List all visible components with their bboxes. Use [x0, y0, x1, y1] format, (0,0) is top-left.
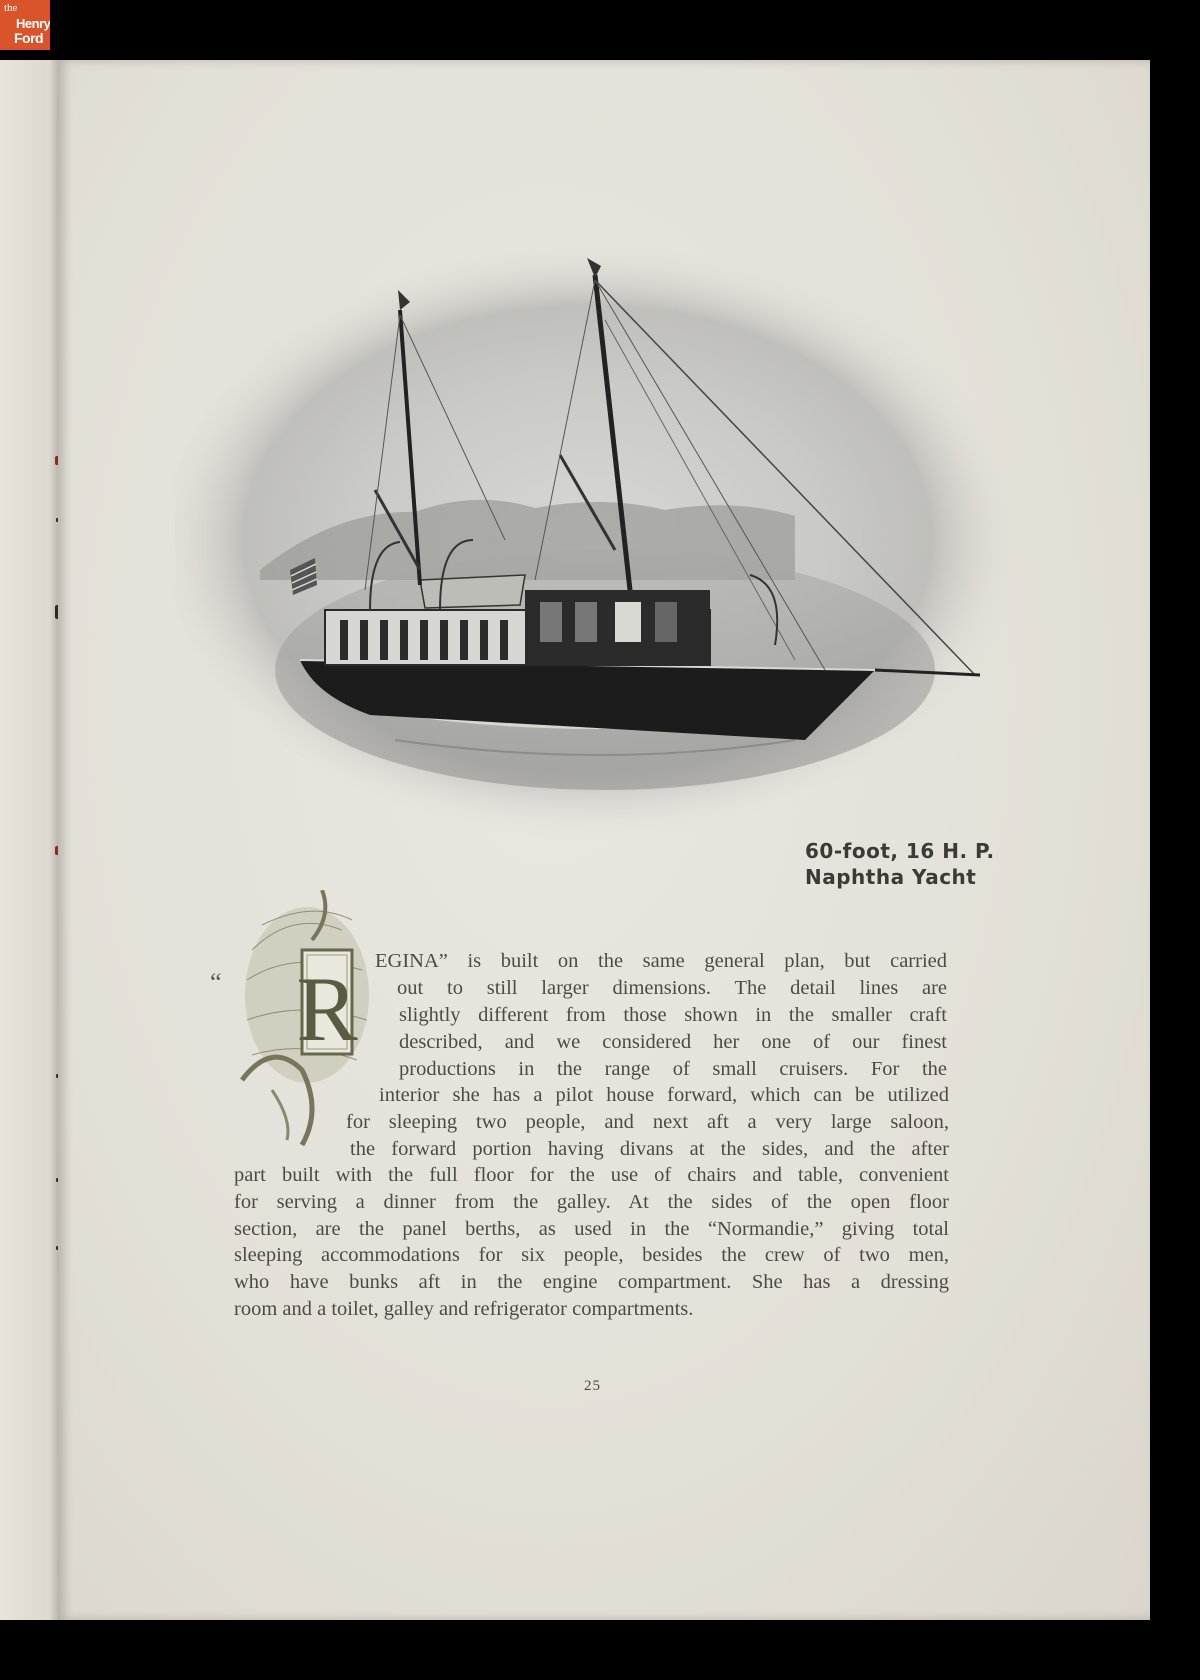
- logo-henry: Henry: [16, 16, 50, 31]
- text-line: productions in the range of small cruisers. For the: [399, 1058, 947, 1080]
- yacht-photo: [175, 240, 1045, 880]
- text-line: room and a toilet, galley and refrigerator compartments.: [234, 1298, 694, 1320]
- text-line: who have bunks aft in the engine compartment. She has a dressing: [234, 1271, 949, 1293]
- text-line: sleeping accommodations for six people, besides the crew of two men,: [234, 1244, 949, 1266]
- caption-line: 60-foot, 16 H. P.: [805, 839, 995, 863]
- text-line: interior she has a pilot house forward, which can be utilized: [379, 1084, 949, 1106]
- text-line: the forward portion having divans at the sides, and the after: [350, 1138, 949, 1160]
- text-line: for serving a dinner from the galley. At the sides of the open floor: [234, 1191, 949, 1213]
- logo-ford: Ford: [14, 30, 44, 46]
- opening-quote: “: [210, 968, 222, 997]
- text-line: part built with the full floor for the use of chairs and table, convenient: [234, 1164, 949, 1186]
- text-line: EGINA” is built on the same general plan, but carried: [375, 950, 947, 972]
- text-line: for sleeping two people, and next aft a very large saloon,: [346, 1111, 949, 1133]
- text-line: out to still larger dimensions. The detail lines are: [397, 977, 947, 999]
- text-line: slightly different from those shown in the smaller craft: [399, 1004, 947, 1026]
- henry-ford-logo: [0, 0, 50, 50]
- caption-line: Naphtha Yacht: [805, 865, 977, 889]
- text-line: described, and we considered her one of our finest: [399, 1031, 947, 1053]
- logo-the: the: [4, 2, 18, 14]
- text-line: section, are the panel berths, as used in the “Normandie,” giving total: [234, 1218, 949, 1240]
- initial-letter: R: [296, 958, 358, 1060]
- photo-caption: [805, 838, 995, 890]
- left-page-edge: [0, 60, 58, 1620]
- page-number: 25: [584, 1378, 601, 1394]
